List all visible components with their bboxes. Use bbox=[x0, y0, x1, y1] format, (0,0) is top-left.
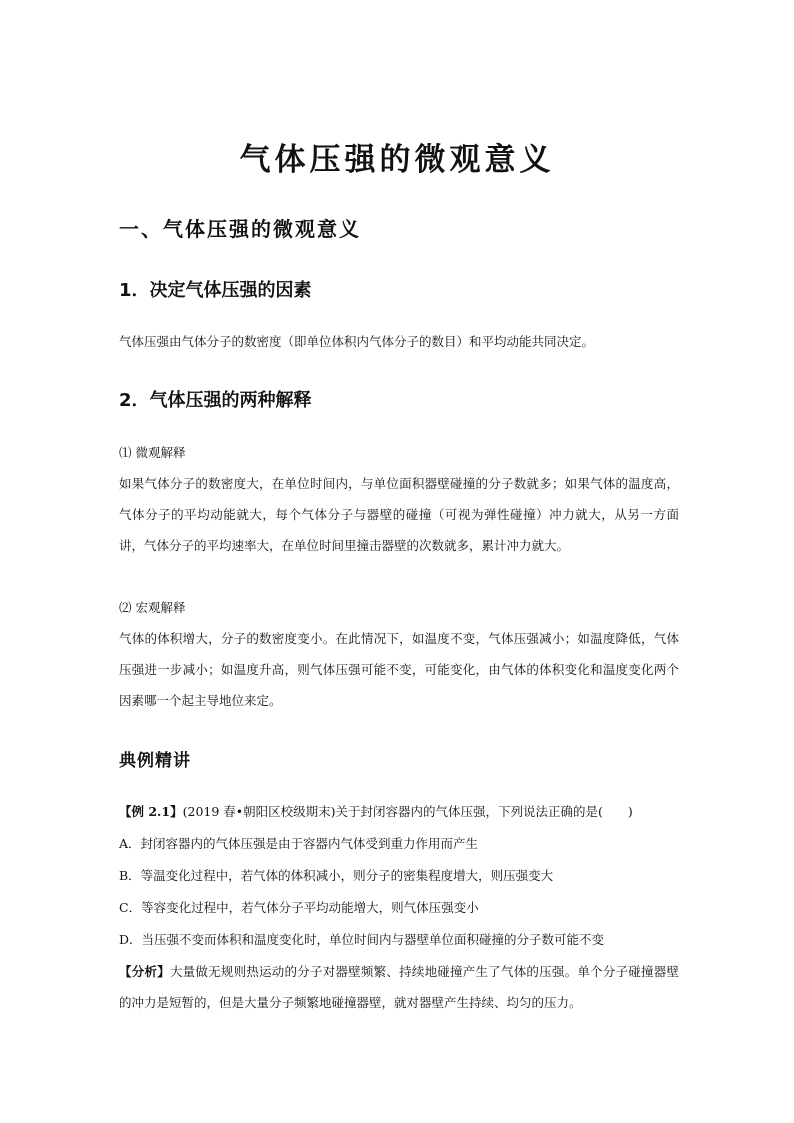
option-a: A．封闭容器内的气体压强是由于容器内气体受到重力作用而产生 bbox=[119, 836, 479, 851]
document-title: 气体压强的微观意义 bbox=[239, 142, 555, 178]
analysis-paragraph bbox=[119, 956, 679, 1018]
factors-paragraph: 气体压强由气体分子的数密度（即单位体积内气体分子的数目）和平均动能共同决定。 bbox=[119, 334, 595, 349]
example-tag: 【例 2.1】 bbox=[119, 804, 183, 819]
macro-explanation-label: ⑵ 宏观解释 bbox=[119, 600, 186, 615]
example-question-text: (2019 春•朝阳区校级期末)关于封闭容器内的气体压强，下列说法正确的是( ) bbox=[182, 804, 633, 819]
analysis-text: 大量做无规则热运动的分子对器壁频繁、持续地碰撞产生了气体的压强。单个分子碰撞器壁的冲力是短暂的，但是大量分子频繁地碰撞器壁，就对器壁产生持续、均匀的压力。 bbox=[119, 964, 679, 1010]
subsection-heading-explanations: 2．气体压强的两种解释 bbox=[119, 390, 312, 411]
macro-explanation-paragraph: 气体的体积增大，分子的数密度变小。在此情况下，如温度不变，气体压强减小；如温度降低，气体压强进一步减小；如温度升高，则气体压强可能不变，可能变化，由气体的体积变化和温度变化两个因素哪一个起主导地位来定。 bbox=[119, 631, 679, 708]
option-c: C．等容变化过程中，若气体分子平均动能增大，则气体压强变小 bbox=[119, 900, 479, 915]
option-b: B．等温变化过程中，若气体的体积减小，则分子的密集程度增大，则压强变大 bbox=[119, 868, 554, 883]
section-heading-1: 一、气体压强的微观意义 bbox=[119, 217, 361, 241]
subsection-heading-factors: 1．决定气体压强的因素 bbox=[119, 280, 312, 301]
micro-explanation-paragraph: 如果气体分子的数密度大，在单位时间内，与单位面积器壁碰撞的分子数就多；如果气体的温度高，气体分子的平均动能就大，每个气体分子与器壁的碰撞（可视为弹性碰撞）冲力就大，从另一方面讲，气体分子的平均速率大，在单位时间里撞击器壁的次数就多，累计冲力就大。 bbox=[119, 476, 679, 553]
example-heading: 典例精讲 bbox=[119, 751, 191, 771]
analysis-tag: 【分析】 bbox=[119, 964, 170, 979]
example-question bbox=[119, 802, 684, 820]
micro-explanation-label: ⑴ 微观解释 bbox=[119, 445, 186, 460]
option-d: D．当压强不变而体积和温度变化时，单位时间内与器壁单位面积碰撞的分子数可能不变 bbox=[119, 932, 605, 947]
